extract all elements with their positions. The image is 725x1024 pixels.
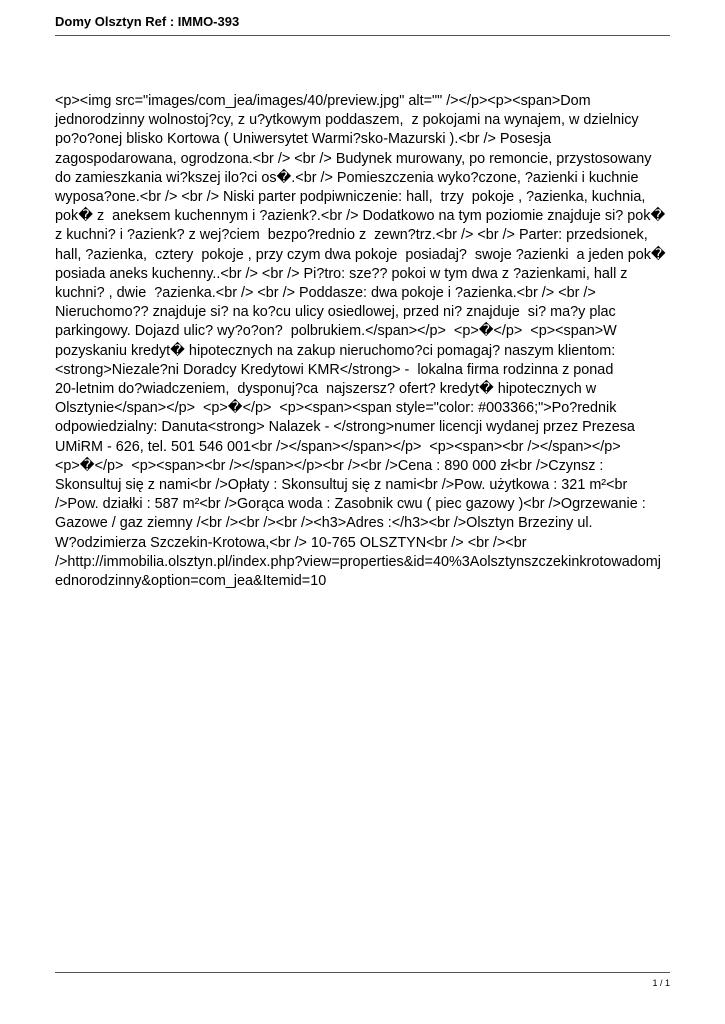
text-line: Olsztynie</span></p> <p>�</p> <p><span><span style="color: #003366;">Po?rednik <box>55 400 617 417</box>
text-line: po?o?onej blisko Kortowa ( Uniwersytet Warmi?sko-Mazurski ).<br /> Posesja <box>55 131 552 148</box>
text-line: W?odzimierza Szczekin-Krotowa,<br /> 10-765 OLSZTYN<br /> <br /><br <box>55 534 527 551</box>
text-line: odpowiedzialny: Danuta<strong> Nalazek - </strong>numer licencji wydanej przez Prezesa <box>55 419 635 436</box>
text-line: />http://immobilia.olsztyn.pl/index.php?view=properties&id=40%3Aolsztynszczekinkrotowadomj <box>55 553 661 570</box>
text-line: Gazowe / gaz ziemny /<br /><br /><br /><h3>Adres :</h3><br />Olsztyn Brzeziny ul. <box>55 515 593 532</box>
text-line: parkingowy. Dojazd ulic? wy?o?on? polbrukiem.</span></p> <p>�</p> <p><span>W <box>55 323 617 340</box>
text-line: z kuchni? i ?azienk? z wej?ciem bezpo?rednio z zewn?trz.<br /> <br /> Parter: przedsionek, <box>55 227 648 244</box>
text-line: jednorodzinny wolnostoj?cy, z u?ytkowym poddaszem, z pokojami na wynajem, w dzielnicy <box>55 112 639 129</box>
text-line: Skonsultuj się z nami<br />Opłaty : Skonsultuj się z nami<br />Pow. użytkowa : 321 m²<br <box>55 477 628 494</box>
text-line: do zamieszkania wi?kszej ilo?ci os�.<br /> Pomieszczenia wyko?czone, ?azienki i kuchnie <box>55 169 639 186</box>
footer-divider <box>55 972 670 973</box>
text-line: posiada aneks kuchenny..<br /> <br /> Pi?tro: sze?? pokoi w tym dwa z ?azienkami, hall z <box>55 265 628 282</box>
text-line: zagospodarowana, ogrodzona.<br /> <br /> Budynek murowany, po remoncie, przystosowany <box>55 150 652 167</box>
text-line: wyposa?one.<br /> <br /> Niski parter podpiwniczenie: hall, trzy pokoje , ?azienka, kuchnia, <box>55 189 646 206</box>
text-line: hall, ?azienka, cztery pokoje , przy czym dwa pokoje posiadaj? swoje ?azienki a jeden pok� <box>55 246 666 263</box>
document-title: Domy Olsztyn Ref : IMMO-393 <box>55 14 240 29</box>
text-line: ednorodzinny&option=com_jea&Itemid=10 <box>55 573 327 590</box>
listing-description <box>55 92 673 591</box>
text-line: />Pow. działki : 587 m²<br />Gorąca woda : Zasobnik cwu ( piec gazowy )<br />Ogrzewanie : <box>55 496 646 513</box>
text-line: pok� z aneksem kuchennym i ?azienk?.<br /> Dodatkowo na tym poziomie znajduje si? pok� <box>55 208 666 225</box>
text-line: pozyskaniu kredyt� hipotecznych na zakup nieruchomo?ci pomagaj? naszym klientom: <box>55 342 616 359</box>
text-line: <strong>Niezale?ni Doradcy Kredytowi KMR</strong> - lokalna firma rodzinna z ponad <box>55 361 614 378</box>
text-line: UMiRM - 626, tel. 501 546 001<br /></span></span></p> <p><span><br /></span></p> <box>55 438 621 455</box>
header-divider <box>55 35 670 36</box>
text-line: <p><img src="images/com_jea/images/40/preview.jpg" alt="" /></p><p><span>Dom <box>55 93 591 109</box>
text-line: 20-letnim do?wiadczeniem, dysponuj?ca najszersz? ofert? kredyt� hipotecznych w <box>55 381 597 398</box>
page-number: 1 / 1 <box>652 978 670 988</box>
page-header <box>55 14 670 30</box>
text-line: kuchni? , dwie ?azienka.<br /> <br /> Poddasze: dwa pokoje i ?azienka.<br /> <br /> <box>55 285 596 302</box>
text-line: <p>�</p> <p><span><br /></span></p><br /><br />Cena : 890 000 zł<br />Czynsz : <box>55 457 604 474</box>
text-line: Nieruchomo?? znajduje si? na ko?cu ulicy osiedlowej, przed ni? znajduje si? ma?y plac <box>55 304 616 321</box>
